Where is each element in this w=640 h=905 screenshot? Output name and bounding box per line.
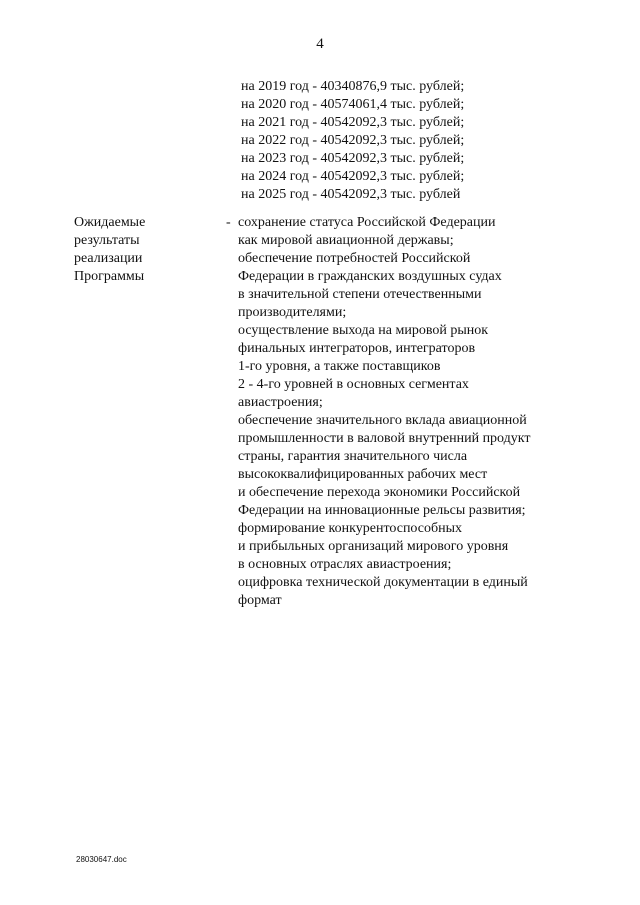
result-line: формирование конкурентоспособных [238, 521, 463, 536]
result-line: Федерации в гражданских воздушных судах [238, 269, 502, 284]
result-line: производителями; [238, 305, 347, 320]
funding-line: на 2024 год - 40542092,3 тыс. рублей; [241, 169, 465, 184]
funding-line: на 2021 год - 40542092,3 тыс. рублей; [241, 115, 465, 130]
result-line: оцифровка технической документации в единый [238, 575, 528, 590]
funding-line: на 2020 год - 40574061,4 тыс. рублей; [241, 97, 465, 112]
result-line: формат [238, 593, 282, 608]
result-line: промышленности в валовой внутренний продукт [238, 431, 531, 446]
funding-line: на 2022 год - 40542092,3 тыс. рублей; [241, 133, 465, 148]
funding-list [241, 78, 464, 204]
section-label-line: реализации [74, 251, 143, 266]
result-line: высококвалифицированных рабочих мест [238, 467, 488, 482]
footer-file-name: 28030647.doc [76, 855, 127, 864]
result-line: обеспечение значительного вклада авиационной [238, 413, 527, 428]
result-line: как мировой авиационной державы; [238, 233, 454, 248]
funding-line: на 2019 год - 40340876,9 тыс. рублей; [241, 79, 465, 94]
result-line: сохранение статуса Российской Федерации [238, 215, 496, 230]
section-label-line: результаты [74, 233, 140, 248]
result-line: Федерации на инновационные рельсы развития; [238, 503, 526, 518]
result-line: осуществление выхода на мировой рынок [238, 323, 489, 338]
section-label-line: Программы [74, 269, 145, 284]
result-line: и обеспечение перехода экономики Российской [238, 485, 521, 500]
page-number: 4 [316, 36, 324, 52]
result-line: 1-го уровня, а также поставщиков [238, 359, 441, 374]
section-dash: - [226, 215, 231, 230]
result-line: и прибыльных организаций мирового уровня [238, 539, 509, 554]
result-line: в основных отраслях авиастроения; [238, 557, 452, 572]
result-line: в значительной степени отечественными [238, 287, 482, 302]
section-label-line: Ожидаемые [74, 215, 146, 230]
result-line: обеспечение потребностей Российской [238, 251, 471, 266]
results-list [238, 214, 578, 610]
result-line: 2 - 4-го уровней в основных сегментах [238, 377, 469, 392]
funding-line: на 2023 год - 40542092,3 тыс. рублей; [241, 151, 465, 166]
result-line: авиастроения; [238, 395, 323, 410]
result-line: финальных интеграторов, интеграторов [238, 341, 476, 356]
result-line: страны, гарантия значительного числа [238, 449, 468, 464]
funding-line: на 2025 год - 40542092,3 тыс. рублей [241, 187, 461, 202]
section-label [74, 214, 184, 286]
